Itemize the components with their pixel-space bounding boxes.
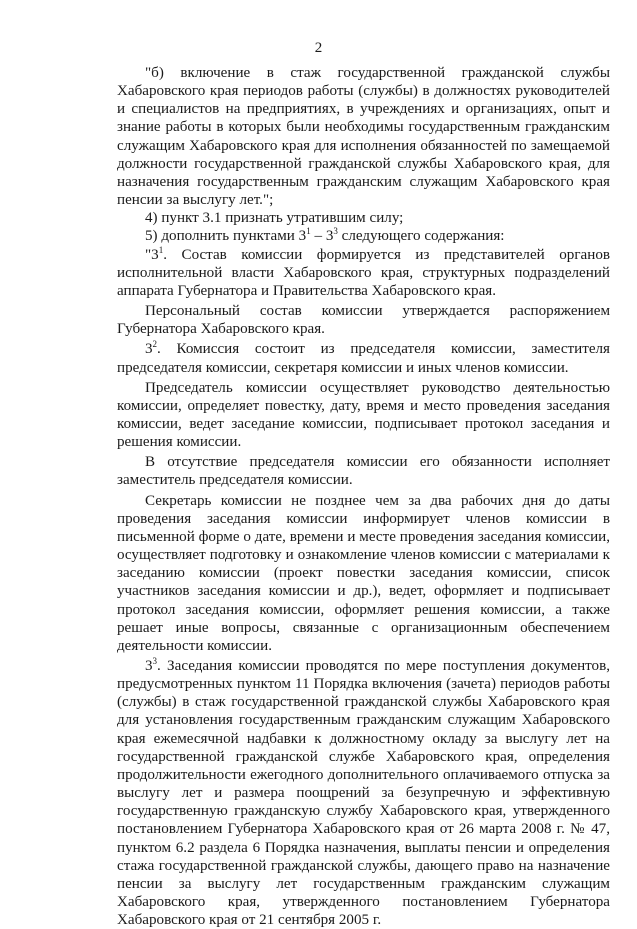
superscript: 2 bbox=[152, 339, 158, 350]
superscript: 3 bbox=[333, 226, 338, 237]
paragraph-item-5 bbox=[117, 227, 610, 245]
paragraph-3-2 bbox=[117, 340, 610, 376]
paragraph-3-1-text: . Состав комиссии формируется из представителей органов исполнительной власти Хабаровского края, структурных подразделений аппарата Губернатора и Правительства Хабаровского края. bbox=[117, 246, 610, 299]
superscript: 1 bbox=[306, 226, 311, 237]
paragraph-item-5-after: следующего содержания: bbox=[337, 228, 505, 245]
superscript: 3 bbox=[152, 656, 158, 666]
paragraph-3-3-number: 3 bbox=[145, 658, 153, 674]
document-body bbox=[117, 64, 610, 929]
paragraph-3-1-number: "3 bbox=[145, 246, 159, 263]
paragraph-3-3-text: . Заседания комиссии проводятся по мере поступления документов, предусмотренных пунктом 11 Порядка включения (зачета) периодов работы (службы) в стаж государственной гражданской службы Хабаровского края для установления государственным гражданским служащим Хабаровского края ежемесячной надбавки к должностному окладу за выслугу лет на государственной гражданской службе Хабаровского края, определения продолжительности ежегодного дополнительного оплачиваемого отпуска за выслугу лет и размера поощрений за безупречную и эффективную государственную гражданскую службу Хабаровского края, утвержденного постановлением Губернатора Хабаровского края от 26 марта 2008 г. № 47, пунктом 6.2 раздела 6 Порядка назначения, выплаты пенсии и определения стажа государственной гражданской службы, дающего право на назначение пенсии за выслугу лет государственным гражданским служащим Хабаровского края, утвержденного постановлением Губернатора Хабаровского края от 21 сентября 2005 г. bbox=[117, 658, 610, 929]
paragraph-chairman: Председатель комиссии осуществляет руководство деятельностью комиссии, определяет повестку, дату, время и место проведения заседания комиссии, ведет заседание комиссии, подписывает протокол заседания и решения комиссии. bbox=[117, 379, 610, 451]
paragraph-3-2-number: 3 bbox=[145, 341, 153, 358]
paragraph-3-2-text: . Комиссия состоит из председателя комиссии, заместителя председателя комиссии, секретаря комиссии и иных членов комиссии. bbox=[117, 341, 610, 376]
paragraph-personal-composition: Персональный состав комиссии утверждается распоряжением Губернатора Хабаровского края. bbox=[117, 303, 610, 338]
paragraph-deputy: В отсутствие председателя комиссии его обязанности исполняет заместитель председателя комиссии. bbox=[117, 454, 610, 489]
paragraph-item-4: 4) пункт 3.1 признать утратившим силу; bbox=[145, 210, 404, 227]
paragraph-item-5-middle: – 3 bbox=[310, 228, 334, 245]
paragraph-secretary: Секретарь комиссии не позднее чем за два рабочих дня до даты проведения заседания комиссии информирует членов комиссии в письменной форме о дате, времени и месте проведения заседания комиссии, осуществляет подготовку и ознакомление членов комиссии с материалами к заседанию комиссии (проект повестки заседания комиссии, список участников заседания комиссии и др.), ведет, оформляет и подписывает протокол заседания комиссии, оформляет решения комиссии, а также решает иные вопросы, связанные с организационным обеспечением деятельности комиссии. bbox=[117, 492, 610, 654]
superscript: 1 bbox=[158, 244, 164, 255]
paragraph-item-b: "б) включение в стаж государственной гражданской службы Хабаровского края периодов работы (службы) в должностях руководителей и специалистов на предприятиях, в учреждениях и организациях, опыт и знание работы в которых были необходимы государственным гражданским служащим Хабаровского края для исполнения обязанностей по замещаемой должности государственной гражданской службы Хабаровского края, для назначения государственным гражданским служащим Хабаровского края пенсии за выслугу лет."; bbox=[117, 65, 610, 209]
paragraph-item-5-before: 5) дополнить пунктами 3 bbox=[145, 228, 307, 245]
paragraph-3-1 bbox=[117, 246, 610, 300]
page-number: 2 bbox=[314, 40, 323, 56]
paragraph-3-3 bbox=[117, 657, 610, 929]
